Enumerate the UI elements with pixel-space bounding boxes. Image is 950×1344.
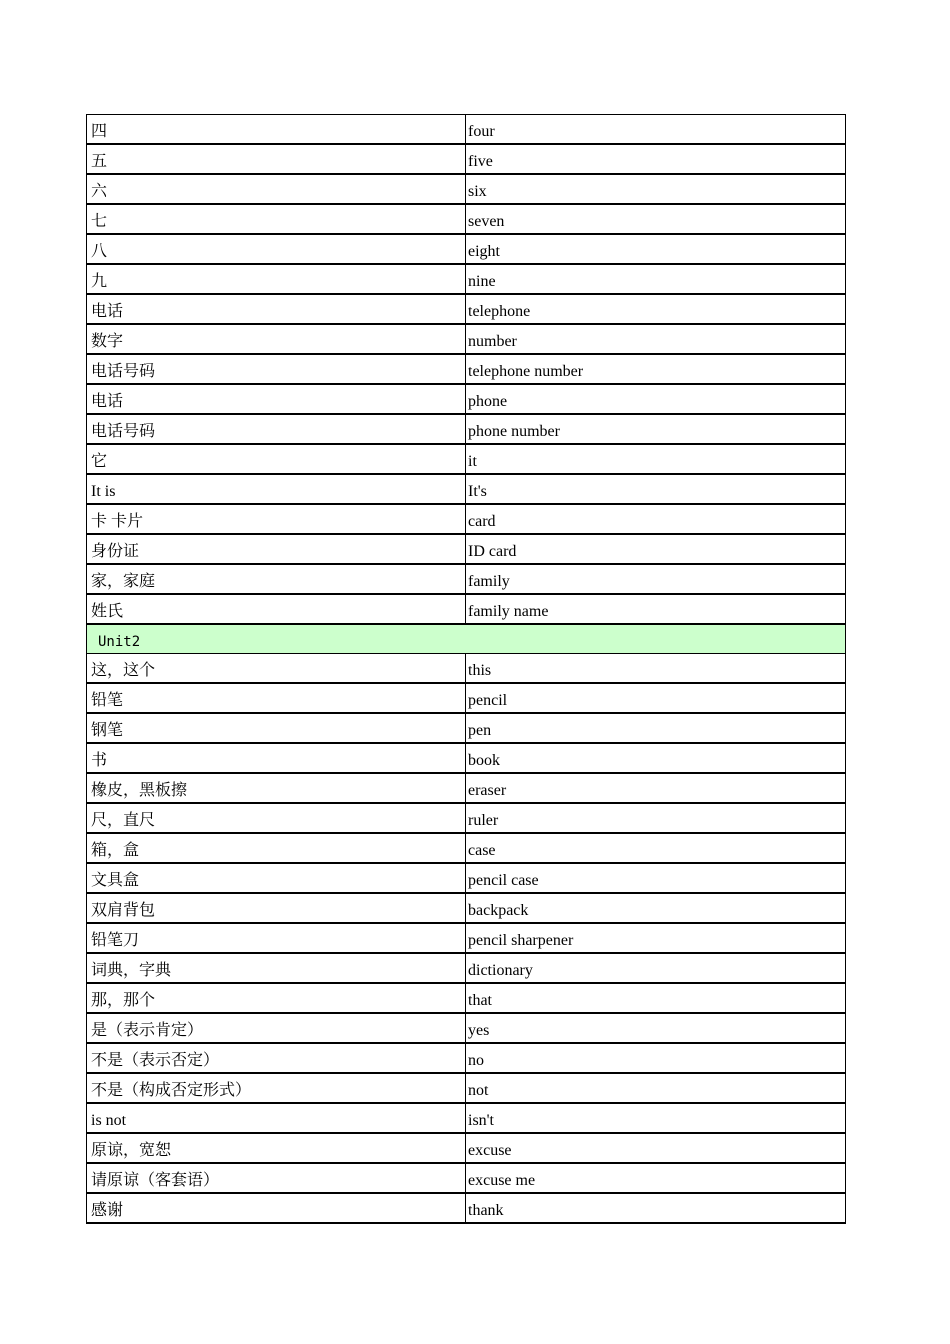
- chinese-term-cell: 电话号码: [87, 354, 466, 384]
- vocab-row: [87, 953, 846, 983]
- chinese-term-cell: 家，家庭: [87, 564, 466, 594]
- english-term-cell: telephone: [466, 294, 846, 324]
- vocab-row: [87, 773, 846, 803]
- vocab-row: [87, 833, 846, 863]
- chinese-term-cell: 数字: [87, 324, 466, 354]
- english-term-cell: pencil sharpener: [466, 923, 846, 953]
- vocab-row: [87, 654, 846, 684]
- chinese-term-cell: 身份证: [87, 534, 466, 564]
- chinese-term-cell: 电话: [87, 384, 466, 414]
- chinese-term-cell: 请原谅（客套语）: [87, 1163, 466, 1193]
- chinese-term-cell: 词典，字典: [87, 953, 466, 983]
- vocab-row: [87, 474, 846, 504]
- vocab-row: [87, 444, 846, 474]
- chinese-term-cell: 电话: [87, 294, 466, 324]
- vocab-row: [87, 564, 846, 594]
- english-term-cell: excuse: [466, 1133, 846, 1163]
- english-term-cell: backpack: [466, 893, 846, 923]
- vocab-row: [87, 983, 846, 1013]
- chinese-term-cell: 不是（构成否定形式）: [87, 1073, 466, 1103]
- vocab-row: [87, 1133, 846, 1163]
- vocab-row: [87, 264, 846, 294]
- english-term-cell: book: [466, 743, 846, 773]
- english-term-cell: isn't: [466, 1103, 846, 1133]
- english-term-cell: family name: [466, 594, 846, 624]
- chinese-term-cell: 钢笔: [87, 713, 466, 743]
- vocab-row: [87, 743, 846, 773]
- vocab-row: [87, 1193, 846, 1223]
- vocab-row: [87, 803, 846, 833]
- english-term-cell: no: [466, 1043, 846, 1073]
- unit-header-label: Unit2: [87, 624, 846, 654]
- vocab-row: [87, 1073, 846, 1103]
- chinese-term-cell: 姓氏: [87, 594, 466, 624]
- chinese-term-cell: is not: [87, 1103, 466, 1133]
- vocabulary-table-body: [87, 115, 846, 1224]
- vocab-row: [87, 713, 846, 743]
- vocab-row: [87, 324, 846, 354]
- english-term-cell: number: [466, 324, 846, 354]
- vocab-row: [87, 683, 846, 713]
- chinese-term-cell: 原谅，宽恕: [87, 1133, 466, 1163]
- vocab-row: [87, 1163, 846, 1193]
- english-term-cell: thank: [466, 1193, 846, 1223]
- chinese-term-cell: 感谢: [87, 1193, 466, 1223]
- chinese-term-cell: 卡 卡片: [87, 504, 466, 534]
- english-term-cell: case: [466, 833, 846, 863]
- chinese-term-cell: 橡皮，黑板擦: [87, 773, 466, 803]
- vocab-row: [87, 923, 846, 953]
- vocab-row: [87, 594, 846, 624]
- vocab-row: [87, 414, 846, 444]
- chinese-term-cell: 铅笔: [87, 683, 466, 713]
- english-term-cell: ID card: [466, 534, 846, 564]
- english-term-cell: pencil: [466, 683, 846, 713]
- english-term-cell: not: [466, 1073, 846, 1103]
- chinese-term-cell: 七: [87, 204, 466, 234]
- english-term-cell: four: [466, 115, 846, 145]
- english-term-cell: phone: [466, 384, 846, 414]
- vocab-row: [87, 354, 846, 384]
- chinese-term-cell: 九: [87, 264, 466, 294]
- chinese-term-cell: 箱，盒: [87, 833, 466, 863]
- chinese-term-cell: 六: [87, 174, 466, 204]
- vocab-row: [87, 504, 846, 534]
- vocab-row: [87, 115, 846, 145]
- chinese-term-cell: 电话号码: [87, 414, 466, 444]
- chinese-term-cell: 那，那个: [87, 983, 466, 1013]
- vocab-row: [87, 1043, 846, 1073]
- vocab-row: [87, 893, 846, 923]
- vocab-row: [87, 384, 846, 414]
- english-term-cell: this: [466, 654, 846, 684]
- chinese-term-cell: 五: [87, 144, 466, 174]
- vocab-row: [87, 1013, 846, 1043]
- english-term-cell: pencil case: [466, 863, 846, 893]
- chinese-term-cell: 这，这个: [87, 654, 466, 684]
- english-term-cell: yes: [466, 1013, 846, 1043]
- chinese-term-cell: It is: [87, 474, 466, 504]
- chinese-term-cell: 是（表示肯定）: [87, 1013, 466, 1043]
- english-term-cell: it: [466, 444, 846, 474]
- english-term-cell: five: [466, 144, 846, 174]
- unit-header-row: [87, 624, 846, 654]
- english-term-cell: eraser: [466, 773, 846, 803]
- english-term-cell: six: [466, 174, 846, 204]
- english-term-cell: pen: [466, 713, 846, 743]
- chinese-term-cell: 不是（表示否定）: [87, 1043, 466, 1073]
- chinese-term-cell: 八: [87, 234, 466, 264]
- english-term-cell: telephone number: [466, 354, 846, 384]
- chinese-term-cell: 四: [87, 115, 466, 145]
- english-term-cell: card: [466, 504, 846, 534]
- english-term-cell: ruler: [466, 803, 846, 833]
- chinese-term-cell: 双肩背包: [87, 893, 466, 923]
- chinese-term-cell: 文具盒: [87, 863, 466, 893]
- vocab-row: [87, 144, 846, 174]
- chinese-term-cell: 书: [87, 743, 466, 773]
- english-term-cell: eight: [466, 234, 846, 264]
- english-term-cell: It's: [466, 474, 846, 504]
- vocabulary-table: [86, 114, 846, 1224]
- english-term-cell: that: [466, 983, 846, 1013]
- chinese-term-cell: 尺，直尺: [87, 803, 466, 833]
- english-term-cell: excuse me: [466, 1163, 846, 1193]
- vocab-row: [87, 1103, 846, 1133]
- english-term-cell: phone number: [466, 414, 846, 444]
- vocab-row: [87, 204, 846, 234]
- english-term-cell: dictionary: [466, 953, 846, 983]
- vocab-row: [87, 234, 846, 264]
- english-term-cell: seven: [466, 204, 846, 234]
- english-term-cell: nine: [466, 264, 846, 294]
- english-term-cell: family: [466, 564, 846, 594]
- chinese-term-cell: 铅笔刀: [87, 923, 466, 953]
- vocab-row: [87, 534, 846, 564]
- chinese-term-cell: 它: [87, 444, 466, 474]
- vocab-row: [87, 294, 846, 324]
- vocab-row: [87, 863, 846, 893]
- vocab-row: [87, 174, 846, 204]
